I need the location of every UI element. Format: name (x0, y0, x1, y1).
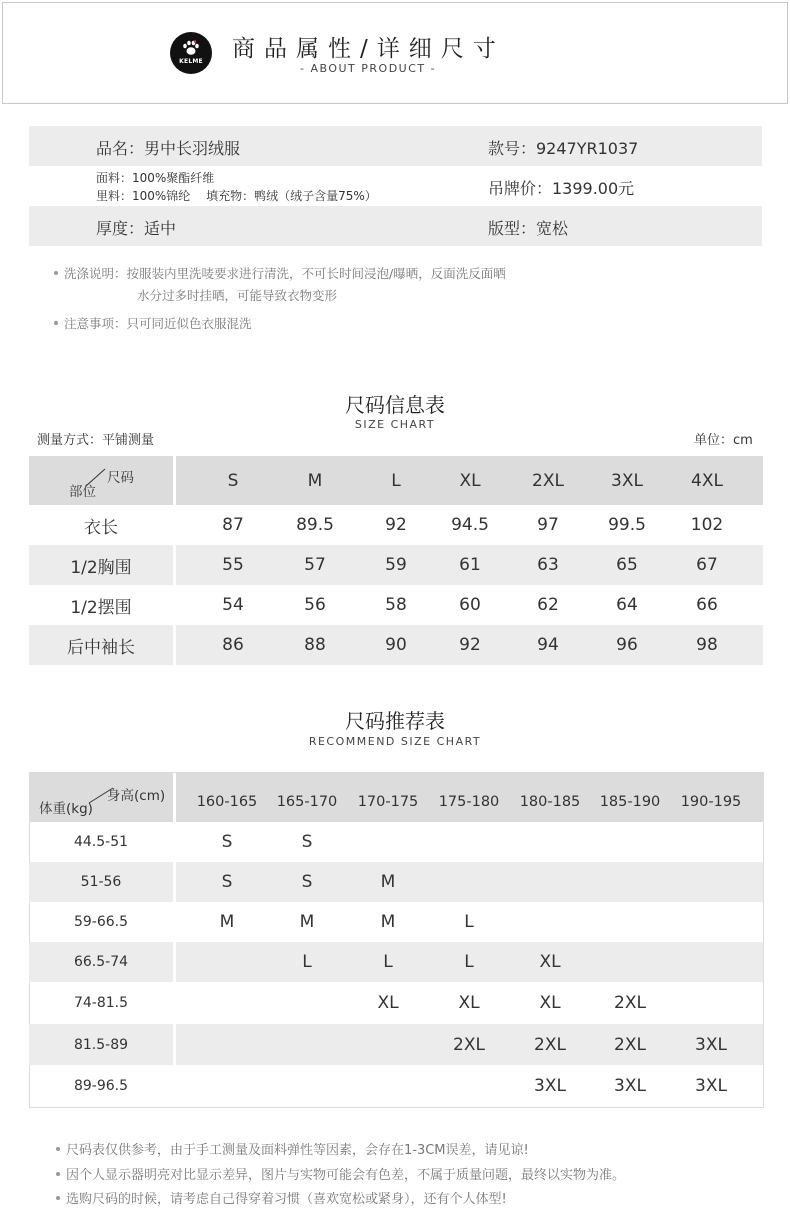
column-divider (173, 625, 176, 665)
info-row (29, 166, 762, 206)
table-row (29, 585, 763, 625)
table-cell: M (380, 872, 396, 892)
bottom-note (56, 1164, 625, 1183)
table-cell: 92 (459, 635, 481, 655)
column-divider (173, 545, 176, 585)
size-chart-table (29, 456, 763, 665)
row-label: 74-81.5 (73, 995, 129, 1011)
table-cell: 3XL (614, 1076, 646, 1096)
bullet-icon (54, 321, 58, 325)
size-header-cell: L (391, 470, 401, 491)
table-cell: 2XL (534, 1034, 566, 1055)
table-cell: 55 (222, 555, 244, 575)
row-label: 59-66.5 (73, 914, 129, 930)
table-row (29, 505, 763, 545)
table-cell: 60 (459, 595, 481, 615)
table-cell: S (221, 832, 233, 852)
attention-text: 注意事项：只可同近似色衣服混洗 (64, 316, 252, 331)
table-cell: 99.5 (608, 515, 646, 535)
size-header-cell: 2XL (532, 470, 564, 491)
table-cell: 2XL (614, 1034, 646, 1055)
table-cell: 94.5 (451, 515, 489, 535)
recommend-chart-title: 尺码推荐表 (345, 709, 445, 733)
height-header-cell: 165-170 (276, 793, 338, 810)
table-cell: 54 (222, 595, 244, 615)
table-cell: M (380, 912, 396, 932)
row-label: 1/2摆围 (70, 597, 132, 618)
table-cell: 57 (304, 555, 326, 575)
table-cell: 56 (304, 595, 326, 615)
table-cell: 94 (537, 635, 559, 655)
header-corner-cell (29, 773, 173, 822)
table-cell: 64 (616, 595, 638, 615)
table-cell: 59 (385, 555, 407, 575)
table-cell: M (219, 912, 235, 932)
logo-text: KELME (179, 58, 203, 65)
bottom-note-text: 尺码表仅供参考，由于手工测量及面料弹性等因素，会存在1-3CM误差，请见谅! (66, 1143, 529, 1158)
column-divider (173, 1024, 176, 1065)
size-header-cell: XL (459, 470, 481, 491)
table-cell: 90 (385, 635, 407, 655)
bullet-icon (56, 1172, 60, 1176)
page-title: 商品属性/详细尺寸 (232, 36, 505, 62)
product-thickness: 厚度：适中 (96, 219, 177, 238)
table-cell: L (464, 912, 474, 932)
table-cell: 102 (690, 515, 724, 535)
table-cell: 62 (537, 595, 559, 615)
table-cell: 63 (537, 555, 559, 575)
table-cell: 2XL (614, 993, 646, 1013)
column-divider (173, 982, 176, 1024)
product-price: 吊牌价：1399.00元 (488, 179, 635, 198)
table-cell: L (383, 952, 393, 972)
wash-line-1: 洗涤说明：按服装内里洗唛要求进行清洗，不可长时间浸泡/曝晒，反面洗反面晒 (64, 266, 506, 281)
table-cell: S (301, 872, 313, 892)
table-cell: 87 (222, 515, 244, 535)
column-divider (173, 902, 176, 942)
table-cell: 89.5 (296, 515, 334, 535)
table-row (29, 1065, 763, 1107)
table-cell: 97 (537, 515, 559, 535)
table-row (29, 862, 763, 902)
column-divider (173, 822, 176, 862)
size-header-cell: 4XL (691, 470, 723, 491)
header-corner-cell (29, 456, 173, 505)
table-cell: 65 (616, 555, 638, 575)
size-header-cell: S (227, 470, 239, 491)
table-cell: 58 (385, 595, 407, 615)
table-row (29, 1024, 763, 1065)
size-chart-subtitle: SIZE CHART (354, 418, 436, 431)
corner-label-part: 部位 (69, 484, 96, 500)
column-divider (173, 585, 176, 625)
table-row (29, 545, 763, 585)
table-cell: L (302, 952, 312, 972)
wash-instructions (54, 264, 506, 282)
table-cell: 88 (304, 635, 326, 655)
table-cell: 61 (459, 555, 481, 575)
row-label: 89-96.5 (73, 1078, 129, 1094)
table-row (29, 982, 763, 1024)
info-row (29, 126, 762, 166)
bullet-icon (56, 1196, 60, 1200)
table-cell: S (221, 872, 233, 892)
table-cell: 96 (616, 635, 638, 655)
fabric-lining: 里料：100%锦纶 填充物：鸭绒（绒子含量75%） (96, 189, 377, 203)
table-cell: 86 (222, 635, 244, 655)
height-header-cell: 175-180 (438, 793, 500, 810)
corner-label-size: 尺码 (107, 470, 134, 486)
column-divider (173, 505, 176, 545)
bottom-note-text: 选购尺码的时候，请考虑自己得穿着习惯（喜欢宽松或紧身），还有个人体型! (66, 1192, 507, 1207)
row-label: 81.5-89 (73, 1036, 129, 1053)
row-label: 衣长 (84, 517, 118, 538)
size-header-cell: M (307, 470, 323, 491)
bullet-icon (56, 1147, 60, 1151)
row-label: 1/2胸围 (70, 557, 132, 578)
table-cell: 3XL (695, 1076, 727, 1096)
column-divider (173, 773, 176, 822)
bottom-note (56, 1139, 529, 1158)
corner-label-height: 身高(cm) (107, 788, 166, 804)
table-header-row (29, 456, 763, 505)
table-cell: M (299, 912, 315, 932)
wash-line-2: 水分过多时挂晒，可能导致衣物变形 (137, 288, 338, 303)
column-divider (173, 942, 176, 982)
table-row (29, 902, 763, 942)
table-cell: XL (539, 993, 561, 1013)
bullet-icon (54, 271, 58, 275)
table-cell: XL (539, 952, 561, 972)
row-label: 后中袖长 (67, 637, 135, 658)
corner-label-weight: 体重(kg) (39, 801, 93, 817)
height-header-cell: 190-195 (680, 793, 742, 810)
table-cell: 66 (696, 595, 718, 615)
product-info (29, 126, 762, 246)
table-cell: 3XL (695, 1034, 727, 1055)
table-row (29, 625, 763, 665)
recommend-table (29, 773, 763, 1107)
height-header-cell: 180-185 (519, 793, 581, 810)
page-subtitle: - ABOUT PRODUCT - (300, 62, 437, 75)
table-row (29, 822, 763, 862)
paw-icon (182, 40, 200, 56)
product-fit: 版型：宽松 (488, 219, 569, 238)
diagonal-line (29, 456, 173, 505)
height-header-cell: 160-165 (196, 793, 258, 810)
size-header-cell: 3XL (611, 470, 643, 491)
table-row (29, 942, 763, 982)
table-cell: 2XL (453, 1034, 485, 1055)
table-cell: S (301, 832, 313, 852)
brand-logo (170, 32, 212, 74)
attention-note (54, 314, 252, 332)
table-cell: 98 (696, 635, 718, 655)
table-cell: 3XL (534, 1076, 566, 1096)
recommend-chart-subtitle: RECOMMEND SIZE CHART (308, 735, 482, 748)
row-label: 44.5-51 (73, 834, 129, 850)
bottom-note-text: 因个人显示器明亮对比显示差异，图片与实物可能会有色差，不属于质量问题，最终以实物为准。 (66, 1168, 626, 1183)
bottom-note (56, 1188, 507, 1207)
product-name: 品名：男中长羽绒服 (96, 139, 241, 158)
row-label: 51-56 (80, 874, 122, 890)
product-model: 款号：9247YR1037 (488, 139, 639, 158)
column-divider (173, 1065, 176, 1107)
unit-label: 单位：cm (694, 433, 753, 448)
table-cell: L (464, 952, 474, 972)
table-header-row (29, 773, 763, 822)
table-cell: 67 (696, 555, 718, 575)
measure-method: 测量方式：平铺测量 (37, 433, 155, 448)
height-header-cell: 185-190 (599, 793, 661, 810)
column-divider (173, 456, 176, 505)
height-header-cell: 170-175 (357, 793, 419, 810)
table-cell: XL (377, 993, 399, 1013)
table-cell: XL (458, 993, 480, 1013)
size-chart-title: 尺码信息表 (345, 393, 445, 417)
info-row (29, 206, 762, 246)
row-label: 66.5-74 (73, 954, 129, 970)
column-divider (173, 862, 176, 902)
fabric-outer: 面料：100%聚酯纤维 (96, 171, 215, 185)
table-cell: 92 (385, 515, 407, 535)
